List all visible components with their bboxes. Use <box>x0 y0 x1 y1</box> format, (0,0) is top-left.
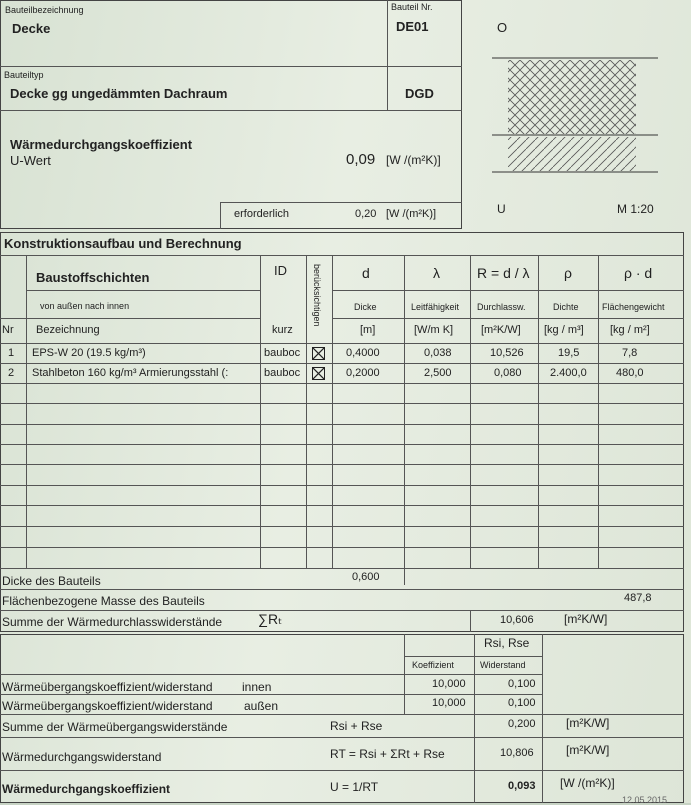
diagram-top-label: O <box>497 20 508 35</box>
row-2-rho: 2.400,0 <box>550 367 587 379</box>
bauteil-nr-value: DE01 <box>396 19 429 34</box>
unit-r: [m²K/W] <box>481 324 521 336</box>
row-1-bezeichnung: EPS-W 20 (19.5 kg/m³) <box>32 347 146 359</box>
row-1-d: 0,4000 <box>346 347 380 359</box>
uwert-label: U-Wert <box>10 153 51 168</box>
nr-label: Nr <box>2 324 14 336</box>
masse-label: Flächenbezogene Masse des Bauteils <box>2 594 205 608</box>
row-1-lambda: 0,038 <box>424 347 452 359</box>
diagram-scale: M 1:20 <box>617 202 654 216</box>
construction-table-frame <box>0 232 684 632</box>
row-2-d: 0,2000 <box>346 367 380 379</box>
innen-wid: 0,100 <box>508 678 536 690</box>
rsi-rse-label: Rsi, Rse <box>484 636 530 650</box>
summe-r-label: Summe der Wärmedurchlasswiderstände <box>2 615 223 629</box>
row-2-r: 0,080 <box>494 367 522 379</box>
aussen-side: außen <box>244 699 279 713</box>
col-rhod-header: ρ · d <box>624 265 653 281</box>
erforderlich-unit: [W /(m²K)] <box>386 208 437 220</box>
bauteiltyp-code: DGD <box>405 86 434 101</box>
summe-r-symbol: ∑Rₜ <box>258 611 283 627</box>
unit-rho: [kg / m³] <box>544 324 584 336</box>
col-beruecksichtigen-header: berücksichtigen <box>312 264 322 327</box>
row-2-bezeichnung: Stahlbeton 160 kg/m³ Armierungsstahl (: <box>32 367 229 379</box>
innen-side: innen <box>242 680 272 694</box>
durchlass-label: Durchlassw. <box>477 302 526 312</box>
header-left-frame <box>0 0 462 229</box>
row-1-rhod: 7,8 <box>622 347 638 359</box>
row-1-checkbox[interactable] <box>312 347 325 360</box>
col-id-header: ID <box>274 263 287 278</box>
u-label: Wärmedurchgangskoeffizient <box>2 782 171 796</box>
rt-label: Wärmedurchgangswiderstand <box>2 750 162 764</box>
summe-r-unit: [m²K/W] <box>564 612 608 626</box>
col-rho-header: ρ <box>564 265 572 281</box>
footer-date: 12.05.2015 <box>622 795 668 805</box>
row-2-id: bauboc <box>264 367 301 379</box>
innen-label: Wärmeübergangskoeffizient/widerstand <box>2 680 213 694</box>
row-1-r: 10,526 <box>490 347 524 359</box>
dicke-label: Dicke <box>354 302 377 312</box>
uwert-title: Wärmedurchgangskoeffizient <box>10 137 193 152</box>
bauteil-nr-label: Bauteil Nr. <box>391 2 433 12</box>
unit-rhod: [kg / m²] <box>610 324 650 336</box>
u-formula: U = 1/RT <box>330 780 379 794</box>
row-2-lambda: 2,500 <box>424 367 452 379</box>
row-2-nr: 2 <box>8 367 15 379</box>
unit-lambda: [W/m K] <box>414 324 454 336</box>
dichte-label: Dichte <box>553 302 579 312</box>
col-lambda-header: λ <box>433 265 440 281</box>
uwert-unit: [W /(m²K)] <box>386 153 441 167</box>
flaechengewicht-label: Flächengewicht <box>602 302 665 312</box>
dicke-bauteil-value: 0,600 <box>352 571 380 583</box>
leitfaehigkeit-label: Leitfähigkeit <box>411 302 460 312</box>
row-2-checkbox[interactable] <box>312 367 325 380</box>
summe-uebergang-value: 0,200 <box>508 718 536 730</box>
u-value: 0,093 <box>508 780 536 792</box>
summe-r-value: 10,606 <box>500 614 534 626</box>
bauteiltyp-label: Bauteiltyp <box>4 70 44 80</box>
row-2-rhod: 480,0 <box>616 367 644 379</box>
rt-value: 10,806 <box>500 747 534 759</box>
kurz-label: kurz <box>272 324 293 336</box>
row-1-rho: 19,5 <box>558 347 580 359</box>
bezeichnung-label: Bezeichnung <box>36 324 100 336</box>
aussen-koeff: 10,000 <box>432 697 466 709</box>
concrete-layer-hatch <box>508 137 636 171</box>
bauteilbezeichnung-label: Bauteilbezeichnung <box>5 5 84 15</box>
erforderlich-value: 0,20 <box>355 208 377 220</box>
col-baustoff-header: Baustoffschichten <box>36 270 150 285</box>
dicke-bauteil-label: Dicke des Bauteils <box>2 574 101 588</box>
summe-uebergang-label: Summe der Wärmeübergangswiderstände <box>2 720 228 734</box>
innen-koeff: 10,000 <box>432 678 466 690</box>
uwert-value: 0,09 <box>346 151 376 168</box>
aussen-label: Wärmeübergangskoeffizient/widerstand <box>2 699 213 713</box>
row-1-nr: 1 <box>8 347 15 359</box>
bauteilbezeichnung-value: Decke <box>12 21 51 36</box>
section-title: Konstruktionsaufbau und Berechnung <box>4 236 242 251</box>
aussen-wid: 0,100 <box>508 697 536 709</box>
masse-value: 487,8 <box>624 592 652 604</box>
erforderlich-label: erforderlich <box>234 208 290 220</box>
rt-unit: [m²K/W] <box>566 743 610 757</box>
u-unit: [W /(m²K)] <box>560 776 615 790</box>
koeffizient-label: Koeffizient <box>412 660 454 670</box>
diagram-bottom-label: U <box>497 202 506 216</box>
rt-formula: RT = Rsi + ΣRt + Rse <box>330 747 445 761</box>
widerstand-label: Widerstand <box>480 660 526 670</box>
bauteiltyp-value: Decke gg ungedämmten Dachraum <box>10 86 228 101</box>
insulation-layer-hatch <box>508 60 636 134</box>
layer-diagram <box>490 50 660 180</box>
von-aussen-label: von außen nach innen <box>40 301 130 311</box>
summe-uebergang-formula: Rsi + Rse <box>330 719 383 733</box>
col-r-header: R = d / λ <box>477 265 530 281</box>
row-1-id: bauboc <box>264 347 301 359</box>
summe-uebergang-unit: [m²K/W] <box>566 716 610 730</box>
unit-d: [m] <box>360 324 376 336</box>
col-d-header: d <box>362 265 370 281</box>
